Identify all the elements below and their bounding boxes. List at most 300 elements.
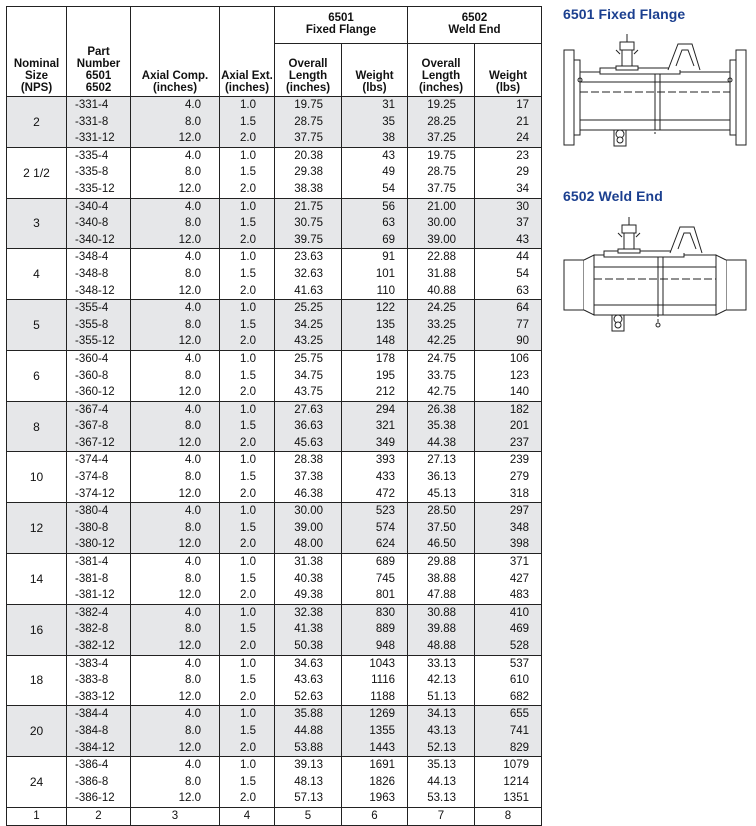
cell-ff-weight — [342, 706, 408, 757]
cell-ff-weight-value: 433 — [375, 471, 395, 484]
cell-nominal-size: 24 — [7, 757, 67, 808]
header-line: (inches) — [224, 82, 270, 94]
header-line: Fixed Flange — [305, 24, 377, 36]
table-row — [7, 706, 542, 757]
cell-ff-overall-length-value: 20.38 — [294, 149, 323, 162]
cell-axial-comp-value: 12.0 — [178, 640, 201, 652]
cell-axial-comp-value: 8.0 — [185, 775, 201, 788]
cell-ff-weight — [342, 503, 408, 554]
cell-ff-overall-length-value: 49.38 — [294, 589, 323, 602]
cell-part-number — [67, 706, 131, 757]
column-number: 5 — [275, 807, 342, 825]
cell-part-number — [67, 401, 131, 452]
cell-axial-comp — [131, 706, 220, 757]
cell-we-weight-value: 348 — [509, 521, 529, 534]
cell-axial-ext — [220, 503, 275, 554]
cell-we-overall-length-value: 27.13 — [427, 454, 456, 467]
cell-ff-weight-value: 393 — [375, 454, 395, 467]
cell-we-weight-value: 90 — [516, 335, 529, 348]
cell-axial-comp-value: 8.0 — [185, 674, 201, 687]
cell-ff-overall-length-value: 48.00 — [294, 538, 323, 551]
cell-ff-overall-length-value: 43.75 — [294, 386, 323, 399]
cell-part-number-value: -384-8 — [75, 724, 109, 737]
specification-table — [6, 6, 542, 826]
cell-axial-ext-value: 2.0 — [240, 538, 256, 551]
cell-axial-comp — [131, 147, 220, 198]
cell-axial-ext-value: 1.0 — [240, 708, 256, 721]
cell-ff-overall-length-value: 30.75 — [294, 217, 323, 230]
cell-ff-overall-length-value: 41.63 — [294, 284, 323, 297]
cell-ff-overall-length-value: 32.38 — [294, 606, 323, 619]
cell-we-overall-length-value: 52.13 — [427, 741, 456, 754]
table-body — [7, 97, 542, 808]
cell-axial-comp-value: 4.0 — [185, 99, 201, 111]
cell-ff-weight-value: 56 — [382, 200, 395, 213]
header-line: Number — [76, 58, 121, 70]
cell-we-overall-length-value: 24.75 — [427, 352, 456, 365]
cell-ff-weight-value: 1188 — [370, 690, 395, 703]
cell-ff-overall-length-value: 48.13 — [294, 775, 323, 788]
cell-we-weight-value: 140 — [509, 386, 529, 399]
cell-ff-overall-length — [275, 757, 342, 808]
cell-ff-weight-value: 38 — [382, 132, 395, 145]
cell-part-number — [67, 147, 131, 198]
cell-axial-comp-value: 4.0 — [185, 149, 201, 162]
cell-ff-weight — [342, 97, 408, 148]
cell-we-weight-value: 77 — [516, 318, 529, 331]
cell-nominal-size: 20 — [7, 706, 67, 757]
cell-part-number-value: -380-4 — [75, 505, 109, 518]
cell-we-overall-length — [408, 198, 475, 249]
cell-axial-ext — [220, 757, 275, 808]
cell-ff-overall-length-value: 31.38 — [294, 556, 323, 569]
cell-axial-comp — [131, 300, 220, 351]
cell-we-weight — [475, 350, 542, 401]
cell-ff-overall-length — [275, 554, 342, 605]
cell-we-overall-length — [408, 350, 475, 401]
cell-ff-weight-value: 49 — [382, 166, 395, 179]
cell-ff-weight — [342, 604, 408, 655]
cell-ff-overall-length-value: 29.38 — [294, 166, 323, 179]
cell-ff-weight-value: 110 — [376, 284, 395, 297]
cell-axial-comp-value: 12.0 — [178, 284, 201, 297]
cell-part-number-value: -340-8 — [75, 217, 109, 230]
cell-we-overall-length-value: 47.88 — [427, 589, 456, 602]
cell-ff-overall-length-value: 46.38 — [294, 487, 323, 500]
header-line: Part — [87, 46, 110, 58]
cell-axial-ext-value: 2.0 — [240, 792, 256, 805]
cell-axial-comp-value: 12.0 — [178, 233, 201, 246]
column-number: 1 — [7, 807, 67, 825]
cell-axial-ext-value: 2.0 — [240, 487, 256, 500]
cell-part-number-value: -340-12 — [75, 233, 115, 246]
header-line: (inches) — [285, 82, 331, 94]
cell-axial-ext-value: 1.0 — [240, 454, 256, 467]
cell-ff-weight-value: 63 — [382, 217, 395, 230]
cell-we-overall-length — [408, 300, 475, 351]
cell-ff-weight-value: 69 — [382, 233, 395, 246]
header-ff-overall-length — [275, 44, 342, 97]
cell-axial-comp-value: 4.0 — [185, 403, 201, 416]
cell-part-number-value: -380-8 — [75, 521, 109, 534]
cell-ff-weight-value: 689 — [375, 556, 395, 569]
cell-part-number-value: -383-12 — [75, 690, 115, 703]
cell-part-number-value: -367-4 — [75, 403, 109, 416]
cell-we-weight-value: 43 — [516, 233, 529, 246]
cell-we-overall-length-value: 28.75 — [427, 166, 456, 179]
cell-axial-ext-value: 1.5 — [240, 623, 256, 636]
cell-ff-overall-length — [275, 503, 342, 554]
cell-we-weight — [475, 97, 542, 148]
cell-we-overall-length-value: 44.38 — [427, 436, 456, 449]
cell-part-number-value: -355-8 — [75, 318, 109, 331]
cell-ff-weight-value: 472 — [375, 487, 395, 500]
cell-axial-ext-value: 2.0 — [240, 386, 256, 399]
cell-we-weight — [475, 757, 542, 808]
cell-axial-ext-value: 1.5 — [240, 471, 256, 484]
table-row — [7, 300, 542, 351]
cell-axial-comp — [131, 604, 220, 655]
column-number: 6 — [342, 807, 408, 825]
cell-ff-weight-value: 43 — [382, 149, 395, 162]
cell-we-overall-length-value: 37.50 — [427, 521, 456, 534]
cell-axial-comp-value: 4.0 — [185, 708, 201, 721]
cell-we-overall-length-value: 39.00 — [427, 233, 456, 246]
header-line: Overall — [288, 58, 328, 70]
cell-ff-overall-length-value: 39.75 — [294, 233, 323, 246]
cell-we-weight-value: 34 — [516, 182, 529, 195]
cell-part-number-value: -367-8 — [75, 420, 109, 433]
cell-we-weight — [475, 300, 542, 351]
cell-we-overall-length-value: 53.13 — [427, 792, 456, 805]
cell-we-weight-value: 21 — [516, 115, 529, 128]
cell-part-number — [67, 757, 131, 808]
cell-part-number — [67, 97, 131, 148]
cell-axial-comp-value: 12.0 — [178, 386, 201, 399]
cell-axial-ext-value: 1.0 — [240, 556, 256, 569]
cell-axial-comp-value: 4.0 — [185, 200, 201, 213]
cell-ff-overall-length-value: 25.75 — [294, 352, 323, 365]
cell-axial-comp — [131, 757, 220, 808]
cell-nominal-size: 3 — [7, 198, 67, 249]
cell-ff-weight-value: 1826 — [369, 775, 395, 788]
cell-we-weight-value: 427 — [509, 572, 529, 585]
cell-ff-overall-length-value: 19.75 — [294, 99, 323, 111]
cell-axial-comp-value: 8.0 — [185, 318, 201, 331]
header-nominal-size — [7, 7, 67, 97]
cell-ff-overall-length-value: 37.75 — [294, 132, 323, 145]
cell-nominal-size: 12 — [7, 503, 67, 554]
cell-part-number-value: -386-12 — [75, 792, 115, 805]
cell-axial-comp-value: 8.0 — [185, 471, 201, 484]
cell-axial-ext-value: 1.5 — [240, 775, 256, 788]
cell-axial-comp — [131, 249, 220, 300]
cell-ff-weight-value: 122 — [375, 302, 395, 315]
cell-we-overall-length-value: 45.13 — [427, 487, 456, 500]
cell-we-weight — [475, 655, 542, 706]
cell-axial-comp-value: 4.0 — [185, 759, 201, 772]
cell-we-overall-length-value: 40.88 — [427, 284, 456, 297]
cell-ff-overall-length-value: 28.38 — [294, 454, 323, 467]
cell-axial-ext-value: 1.5 — [240, 521, 256, 534]
cell-ff-overall-length — [275, 350, 342, 401]
cell-axial-comp — [131, 452, 220, 503]
cell-ff-overall-length-value: 57.13 — [294, 792, 323, 805]
table-row — [7, 757, 542, 808]
cell-part-number-value: -367-12 — [75, 436, 115, 449]
cell-axial-comp — [131, 97, 220, 148]
cell-axial-ext — [220, 554, 275, 605]
cell-we-overall-length-value: 37.75 — [427, 182, 456, 195]
cell-we-overall-length — [408, 249, 475, 300]
cell-ff-overall-length — [275, 655, 342, 706]
cell-ff-overall-length-value: 40.38 — [294, 572, 323, 585]
cell-axial-comp-value: 8.0 — [185, 166, 201, 179]
cell-axial-ext — [220, 249, 275, 300]
cell-we-overall-length-value: 44.13 — [427, 775, 456, 788]
cell-ff-overall-length-value: 32.63 — [294, 267, 323, 280]
cell-axial-ext — [220, 97, 275, 148]
cell-part-number-value: -380-12 — [75, 538, 115, 551]
cell-part-number-value: -383-8 — [75, 674, 109, 687]
cell-we-weight-value: 106 — [509, 352, 529, 365]
cell-part-number — [67, 554, 131, 605]
column-number: 2 — [67, 807, 131, 825]
weld-end-title: 6502 Weld End — [563, 188, 663, 204]
cell-we-weight-value: 239 — [509, 454, 529, 467]
cell-axial-comp-value: 4.0 — [185, 454, 201, 467]
cell-axial-ext-value: 1.0 — [240, 606, 256, 619]
cell-we-overall-length — [408, 554, 475, 605]
cell-part-number-value: -355-12 — [75, 335, 115, 348]
cell-we-overall-length-value: 38.88 — [427, 572, 456, 585]
cell-nominal-size: 5 — [7, 300, 67, 351]
cell-ff-overall-length-value: 50.38 — [294, 640, 323, 652]
cell-part-number-value: -360-8 — [75, 369, 109, 382]
cell-we-weight-value: 483 — [509, 589, 529, 602]
cell-ff-weight-value: 1355 — [369, 724, 395, 737]
cell-we-weight — [475, 604, 542, 655]
cell-axial-ext-value: 2.0 — [240, 132, 256, 145]
cell-we-overall-length-value: 31.88 — [427, 267, 456, 280]
header-line: (NPS) — [20, 82, 53, 94]
cell-ff-overall-length — [275, 401, 342, 452]
cell-ff-weight-value: 830 — [375, 606, 395, 619]
cell-ff-overall-length-value: 44.88 — [294, 724, 323, 737]
cell-axial-ext-value: 1.0 — [240, 352, 256, 365]
header-we-overall-length — [408, 44, 475, 97]
cell-part-number-value: -348-12 — [75, 284, 115, 297]
cell-axial-comp-value: 8.0 — [185, 724, 201, 737]
cell-we-weight-value: 182 — [509, 403, 529, 416]
cell-ff-overall-length-value: 30.00 — [294, 505, 323, 518]
header-ff-weight — [342, 44, 408, 97]
cell-part-number-value: -335-8 — [75, 166, 109, 179]
cell-ff-weight-value: 35 — [382, 115, 395, 128]
cell-we-weight — [475, 147, 542, 198]
cell-ff-overall-length-value: 34.25 — [294, 318, 323, 331]
column-number: 8 — [475, 807, 542, 825]
cell-part-number-value: -331-12 — [75, 132, 115, 145]
cell-we-overall-length-value: 33.25 — [427, 318, 456, 331]
cell-axial-comp-value: 8.0 — [185, 420, 201, 433]
cell-ff-overall-length — [275, 300, 342, 351]
cell-we-weight-value: 682 — [509, 690, 529, 703]
cell-part-number-value: -382-12 — [75, 640, 115, 652]
cell-we-weight-value: 537 — [509, 657, 529, 670]
cell-axial-ext-value: 1.5 — [240, 724, 256, 737]
cell-axial-ext — [220, 350, 275, 401]
cell-part-number-value: -382-4 — [75, 606, 109, 619]
header-line: Overall — [421, 58, 461, 70]
cell-axial-comp-value: 4.0 — [185, 606, 201, 619]
cell-we-weight-value: 528 — [509, 640, 529, 652]
cell-we-weight-value: 610 — [509, 674, 529, 687]
cell-axial-ext — [220, 604, 275, 655]
header-axial-ext — [220, 7, 275, 97]
cell-axial-comp-value: 8.0 — [185, 369, 201, 382]
cell-ff-overall-length-value: 35.88 — [294, 708, 323, 721]
cell-part-number-value: -331-8 — [75, 115, 109, 128]
cell-axial-ext-value: 1.5 — [240, 674, 256, 687]
cell-ff-overall-length-value: 52.63 — [294, 690, 323, 703]
cell-ff-weight — [342, 300, 408, 351]
cell-axial-ext-value: 1.0 — [240, 149, 256, 162]
cell-we-weight-value: 201 — [509, 420, 529, 433]
cell-ff-weight-value: 195 — [375, 369, 395, 382]
cell-part-number-value: -386-8 — [75, 775, 109, 788]
cell-we-weight-value: 29 — [516, 166, 529, 179]
cell-ff-overall-length-value: 41.38 — [294, 623, 323, 636]
cell-axial-comp-value: 12.0 — [178, 436, 201, 449]
cell-ff-weight-value: 321 — [375, 420, 395, 433]
cell-nominal-size: 8 — [7, 401, 67, 452]
cell-axial-comp — [131, 401, 220, 452]
cell-axial-comp-value: 12.0 — [178, 792, 201, 805]
cell-part-number-value: -348-8 — [75, 267, 109, 280]
header-line: Size — [24, 70, 48, 82]
table-row — [7, 249, 542, 300]
cell-axial-comp-value: 12.0 — [178, 132, 201, 145]
cell-part-number-value: -335-4 — [75, 149, 109, 162]
cell-axial-comp-value: 8.0 — [185, 521, 201, 534]
cell-part-number-value: -360-12 — [75, 386, 115, 399]
header-line: Weight — [355, 70, 394, 82]
cell-ff-weight-value: 148 — [375, 335, 395, 348]
cell-ff-weight — [342, 350, 408, 401]
cell-axial-ext-value: 1.0 — [240, 759, 256, 772]
cell-ff-weight — [342, 147, 408, 198]
header-line: Axial Ext. — [221, 70, 273, 82]
table-row — [7, 350, 542, 401]
cell-ff-weight-value: 31 — [382, 99, 395, 111]
cell-axial-ext-value: 2.0 — [240, 640, 256, 652]
fixed-flange-drawing — [560, 30, 750, 155]
cell-ff-overall-length-value: 43.63 — [294, 674, 323, 687]
header-line: Weight — [488, 70, 528, 82]
cell-we-weight-value: 64 — [516, 302, 529, 315]
cell-part-number — [67, 452, 131, 503]
cell-nominal-size: 2 1/2 — [7, 147, 67, 198]
cell-we-overall-length-value: 30.88 — [427, 606, 456, 619]
cell-part-number-value: -386-4 — [75, 759, 109, 772]
cell-axial-comp-value: 4.0 — [185, 352, 201, 365]
cell-ff-weight-value: 1963 — [369, 792, 395, 805]
cell-axial-comp — [131, 198, 220, 249]
header-line: (inches) — [152, 82, 198, 94]
cell-axial-comp-value: 8.0 — [185, 623, 201, 636]
cell-axial-comp — [131, 655, 220, 706]
cell-we-overall-length — [408, 401, 475, 452]
cell-we-weight-value: 37 — [516, 217, 529, 230]
cell-ff-weight — [342, 249, 408, 300]
cell-we-overall-length-value: 35.13 — [427, 759, 456, 772]
cell-part-number-value: -331-4 — [75, 99, 109, 111]
cell-axial-comp-value: 4.0 — [185, 657, 201, 670]
cell-we-weight — [475, 706, 542, 757]
cell-we-overall-length-value: 51.13 — [427, 690, 456, 703]
cell-axial-ext-value: 2.0 — [240, 233, 256, 246]
cell-axial-comp-value: 4.0 — [185, 505, 201, 518]
cell-part-number — [67, 655, 131, 706]
cell-we-overall-length-value: 19.25 — [427, 99, 456, 111]
cell-part-number-value: -340-4 — [75, 200, 109, 213]
cell-nominal-size: 10 — [7, 452, 67, 503]
cell-ff-weight — [342, 198, 408, 249]
header-line: (lbs) — [495, 82, 521, 94]
cell-nominal-size: 4 — [7, 249, 67, 300]
cell-axial-ext-value: 1.0 — [240, 99, 256, 111]
cell-we-overall-length-value: 42.75 — [427, 386, 456, 399]
cell-axial-ext-value: 2.0 — [240, 284, 256, 297]
cell-we-overall-length-value: 26.38 — [427, 403, 456, 416]
cell-we-weight-value: 410 — [509, 606, 529, 619]
weld-end-drawing — [560, 215, 750, 340]
cell-ff-weight-value: 178 — [375, 352, 395, 365]
cell-we-weight-value: 469 — [509, 623, 529, 636]
cell-we-weight-value: 279 — [509, 471, 529, 484]
cell-ff-weight-value: 135 — [375, 318, 395, 331]
cell-we-overall-length-value: 37.25 — [427, 132, 456, 145]
cell-we-weight-value: 297 — [509, 505, 529, 518]
cell-axial-ext — [220, 452, 275, 503]
cell-axial-ext-value: 1.5 — [240, 572, 256, 585]
cell-we-weight-value: 318 — [509, 487, 529, 500]
cell-we-weight-value: 829 — [509, 741, 529, 754]
cell-part-number — [67, 300, 131, 351]
cell-ff-overall-length-value: 25.25 — [294, 302, 323, 315]
cell-we-weight-value: 371 — [509, 556, 529, 569]
table-row — [7, 452, 542, 503]
cell-axial-ext-value: 2.0 — [240, 589, 256, 602]
cell-part-number — [67, 604, 131, 655]
cell-we-overall-length-value: 36.13 — [427, 471, 456, 484]
cell-nominal-size: 14 — [7, 554, 67, 605]
cell-we-overall-length-value: 33.75 — [427, 369, 456, 382]
cell-ff-overall-length-value: 36.63 — [294, 420, 323, 433]
cell-axial-ext — [220, 706, 275, 757]
cell-we-overall-length-value: 43.13 — [427, 724, 456, 737]
cell-part-number-value: -382-8 — [75, 623, 109, 636]
cell-axial-comp-value: 12.0 — [178, 487, 201, 500]
cell-we-overall-length — [408, 757, 475, 808]
cell-we-weight-value: 123 — [509, 369, 529, 382]
cell-axial-ext-value: 2.0 — [240, 690, 256, 703]
cell-ff-overall-length-value: 27.63 — [294, 403, 323, 416]
cell-axial-ext — [220, 655, 275, 706]
cell-ff-overall-length — [275, 97, 342, 148]
cell-we-overall-length-value: 48.88 — [427, 640, 456, 652]
